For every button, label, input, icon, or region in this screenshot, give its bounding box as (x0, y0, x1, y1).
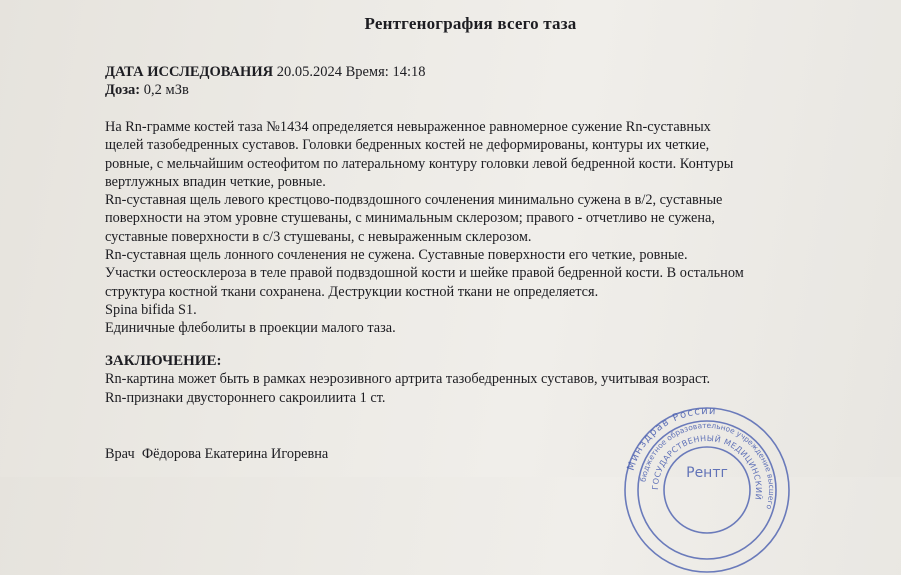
findings-line: структура костной ткани сохранена. Деструкции костной ткани не определяется. (105, 283, 599, 300)
dose-line (105, 81, 425, 99)
dose-label: Доза: (105, 82, 141, 98)
conclusion-heading: ЗАКЛЮЧЕНИЕ: (105, 353, 222, 369)
doctor-name: Фёдорова Екатерина Игоревна (141, 446, 329, 462)
stamp-outer-text: Минздрав России (625, 405, 718, 473)
stamp-ring2-text: бюджетное образовательное учреждение высшего (638, 420, 777, 511)
findings-line: вертлужных впадин четкие, ровные. (105, 173, 326, 190)
findings-text (105, 118, 875, 338)
findings-line: ровные, с мельчайшим остеофитом по латеральному контуру головки левой бедренной кости. Контуры (105, 155, 734, 172)
conclusion-line: Rn-признаки двустороннего сакроилиита 1 ст. (105, 389, 386, 406)
conclusion-line: Rn-картина может быть в рамках неэрозивного артрита тазобедренных суставов, учитывая возраст. (105, 371, 711, 388)
findings-line: Rn-суставная щель левого крестцово-подвздошного сочленения минимально сужена в в/2, суставные (105, 192, 723, 209)
time-label: Время: (345, 64, 389, 80)
doctor-label: Врач (105, 446, 135, 462)
report-title: Рентгенография всего таза (364, 14, 577, 33)
stamp-ring3-text: ГОСУДАРСТВЕННЫЙ МЕДИЦИНСКИЙ (650, 433, 764, 501)
findings-line: Rn-суставная щель лонного сочленения не сужена. Суставные поверхности его четкие, ровные. (105, 247, 688, 264)
findings-line: На Rn-грамме костей таза №1434 определяется невыраженное равномерное сужение Rn-суставных (105, 119, 711, 135)
findings-line: щелей тазобедренных суставов. Головки бедренных костей не деформированы, контуры их четкие, (105, 137, 710, 154)
findings-line: Единичные флеболиты в проекции малого таза. (105, 320, 396, 337)
findings-line: суставные поверхности в с/3 стушеваны, с невыраженным склерозом. (105, 228, 532, 245)
findings-line: поверхности на этом уровне стушеваны, с минимальным склерозом; правого - отчетливо не сужена, (105, 210, 715, 227)
report-meta (105, 63, 425, 99)
findings-line: Spina bifida S1. (105, 301, 197, 318)
conclusion-section (105, 352, 875, 407)
dose-value: 0,2 мЗв (143, 82, 189, 98)
date-label: ДАТА ИССЛЕДОВАНИЯ (105, 64, 274, 80)
findings-line: Участки остеосклероза в теле правой подвздошной кости и шейке правой бедренной кости. В остальном (105, 265, 744, 282)
time-value: 14:18 (392, 64, 426, 80)
doctor-signature-line (105, 446, 328, 463)
stamp-center-text: Рентг (686, 465, 728, 481)
date-line (105, 63, 425, 81)
date-value: 20.05.2024 (276, 64, 342, 80)
official-stamp (622, 405, 792, 575)
